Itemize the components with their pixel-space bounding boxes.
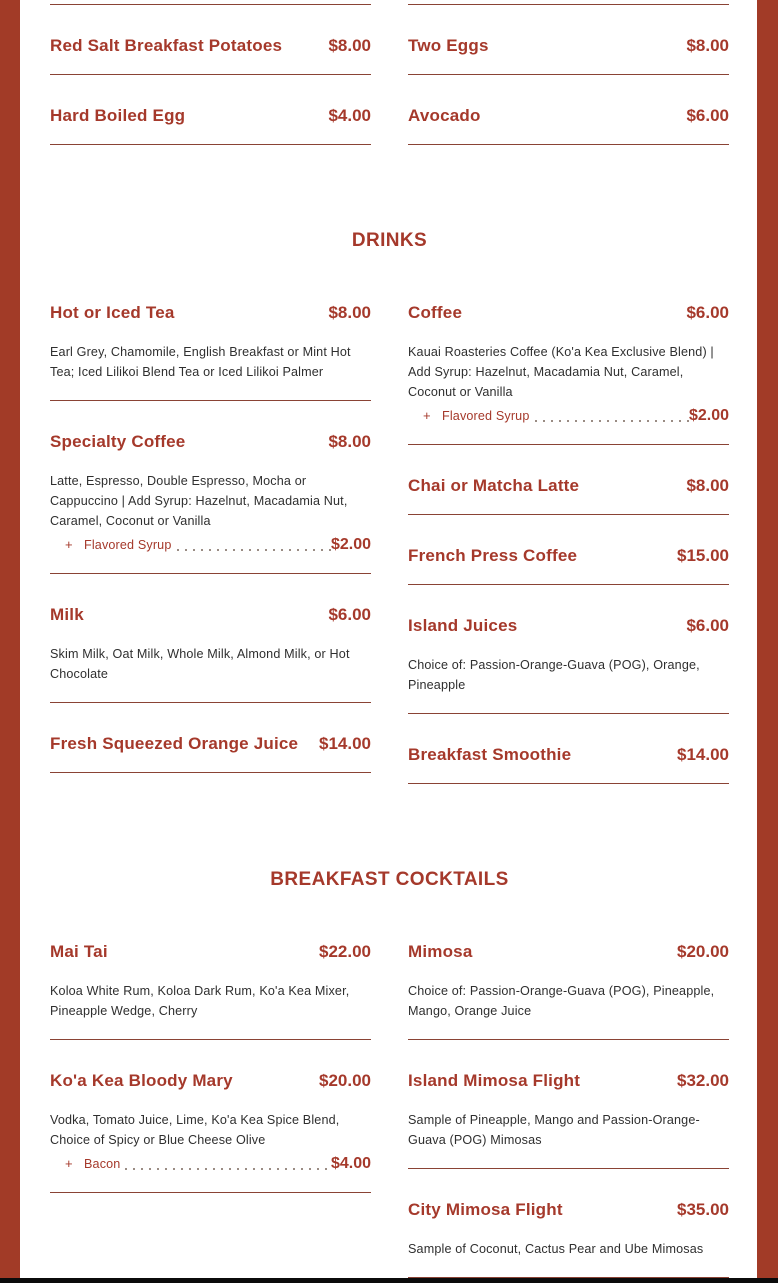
- menu-item: [408, 714, 729, 784]
- menu-item-name: City Mimosa Flight: [408, 1200, 563, 1219]
- menu-item: [50, 1040, 371, 1193]
- dotted-leader: [535, 420, 689, 422]
- menu-item-description: Choice of: Passion-Orange-Guava (POG), Pineapple, Mango, Orange Juice: [408, 984, 715, 1018]
- menu-item-price: $8.00: [686, 36, 729, 55]
- menu-item: [408, 75, 729, 145]
- addon-label: Flavored Syrup: [84, 538, 172, 552]
- dotted-leader: [177, 549, 331, 551]
- menu-item-name: Red Salt Breakfast Potatoes: [50, 36, 283, 55]
- section-title-breakfast-cocktails: BREAKFAST COCKTAILS: [270, 869, 509, 890]
- menu-item-description: Sample of Pineapple, Mango and Passion-Orange-Guava (POG) Mimosas: [408, 1113, 700, 1147]
- menu-item-price: $14.00: [677, 745, 729, 764]
- menu-item-price: $32.00: [677, 1071, 729, 1090]
- menu-item-name: Breakfast Smoothie: [408, 745, 572, 764]
- menu-item-header: [408, 36, 729, 56]
- menu-item-name: Hard Boiled Egg: [50, 106, 186, 125]
- menu-item-header: [408, 1071, 729, 1091]
- menu-item-price: $6.00: [686, 303, 729, 322]
- menu-item-name: Island Juices: [408, 616, 518, 635]
- menu-item-description: Sample of Coconut, Cactus Pear and Ube Mimosas: [408, 1242, 704, 1256]
- menu-column-right: [408, 911, 729, 1278]
- menu-item: [408, 272, 729, 445]
- menu-item-description: Earl Grey, Chamomile, English Breakfast or Mint Hot Tea; Iced Lilikoi Blend Tea or Iced Lilikoi Palmer: [50, 345, 351, 379]
- menu-item-header: [50, 432, 371, 452]
- menu-item-name: Chai or Matcha Latte: [408, 476, 580, 495]
- section-title-drinks: DRINKS: [351, 230, 428, 251]
- menu-content: [20, 0, 757, 1278]
- menu-item: [408, 5, 729, 75]
- dotted-leader: [125, 1168, 330, 1170]
- menu-item: [50, 272, 371, 401]
- menu-item: [50, 5, 371, 75]
- menu-item-name: Avocado: [408, 106, 481, 125]
- menu-column-left: [50, 911, 371, 1193]
- menu-item-price: $15.00: [677, 546, 729, 565]
- menu-item-description: Choice of: Passion-Orange-Guava (POG), Orange, Pineapple: [408, 658, 700, 692]
- menu-item-name: Mai Tai: [50, 942, 108, 961]
- menu-column-right: [408, 0, 729, 145]
- menu-item: [50, 574, 371, 703]
- menu-column-left: [50, 272, 371, 773]
- menu-item-description: Latte, Espresso, Double Espresso, Mocha or Cappuccino | Add Syrup: Hazelnut, Macadamia Nut, Caramel, Coconut or Vanilla: [50, 474, 348, 528]
- menu-item-header: [50, 1071, 371, 1091]
- menu-item-addon: [408, 406, 729, 426]
- menu-item-name: Island Mimosa Flight: [408, 1071, 581, 1090]
- menu-item-header: [408, 546, 729, 566]
- menu-item-name: Specialty Coffee: [50, 432, 186, 451]
- menu-item-header: [408, 476, 729, 496]
- menu-item-name: Two Eggs: [408, 36, 489, 55]
- menu-item: [408, 585, 729, 714]
- menu-item-header: [408, 303, 729, 323]
- page-side-border-left: [0, 0, 20, 1283]
- menu-item-price: $8.00: [328, 432, 371, 451]
- menu-item: [408, 911, 729, 1040]
- addon-label: Bacon: [84, 1157, 121, 1171]
- menu-column-left: [50, 0, 371, 145]
- menu-item: [408, 1169, 729, 1278]
- menu-item-price: $8.00: [328, 303, 371, 322]
- menu-item-name: Milk: [50, 605, 84, 624]
- addon-label: Flavored Syrup: [442, 409, 530, 423]
- menu-item: [408, 515, 729, 585]
- menu-item-header: [50, 303, 371, 323]
- menu-item-price: $22.00: [319, 942, 371, 961]
- menu-item: [408, 445, 729, 515]
- addon-price: $2.00: [688, 407, 729, 424]
- menu-item-price: $6.00: [328, 605, 371, 624]
- menu-column-right: [408, 272, 729, 784]
- addon-price: $4.00: [330, 1155, 371, 1172]
- menu-item-description: Koloa White Rum, Koloa Dark Rum, Ko'a Kea Mixer, Pineapple Wedge, Cherry: [50, 984, 350, 1018]
- plus-icon: +: [65, 1156, 73, 1171]
- menu-item-price: $20.00: [319, 1071, 371, 1090]
- menu-section-breakfast-sides: [50, 0, 729, 145]
- menu-item-addon: [50, 1154, 371, 1174]
- menu-item-price: $14.00: [319, 734, 371, 753]
- menu-item-header: [50, 942, 371, 962]
- menu-item-price: $8.00: [686, 476, 729, 495]
- menu-section-breakfast-cocktails: [50, 911, 729, 1278]
- menu-item-header: [408, 616, 729, 636]
- page-side-border-right: [757, 0, 778, 1283]
- menu-item-price: $4.00: [328, 106, 371, 125]
- menu-item: [50, 911, 371, 1040]
- menu-section-drinks: [50, 272, 729, 784]
- menu-item: [408, 1040, 729, 1169]
- menu-item-name: Ko'a Kea Bloody Mary: [50, 1071, 233, 1090]
- menu-item-description: Vodka, Tomato Juice, Lime, Ko'a Kea Spice Blend, Choice of Spicy or Blue Cheese Olive: [50, 1113, 340, 1147]
- menu-item-price: $8.00: [328, 36, 371, 55]
- menu-item-price: $20.00: [677, 942, 729, 961]
- menu-item-header: [50, 734, 371, 754]
- plus-icon: +: [65, 537, 73, 552]
- menu-item-price: $35.00: [677, 1200, 729, 1219]
- menu-item-name: French Press Coffee: [408, 546, 578, 565]
- menu-item-header: [408, 942, 729, 962]
- menu-item-name: Coffee: [408, 303, 463, 322]
- menu-item: [50, 703, 371, 773]
- menu-item-header: [408, 745, 729, 765]
- plus-icon: +: [423, 408, 431, 423]
- menu-item-name: Hot or Iced Tea: [50, 303, 175, 322]
- menu-item-description: Skim Milk, Oat Milk, Whole Milk, Almond Milk, or Hot Chocolate: [50, 647, 350, 681]
- menu-item: [50, 401, 371, 574]
- menu-item-price: $6.00: [686, 106, 729, 125]
- menu-item-header: [408, 106, 729, 126]
- menu-item-header: [50, 605, 371, 625]
- page-bottom-bar: [0, 1278, 778, 1283]
- menu-item-price: $6.00: [686, 616, 729, 635]
- menu-item-addon: [50, 535, 371, 555]
- addon-price: $2.00: [330, 536, 371, 553]
- menu-item-name: Mimosa: [408, 942, 473, 961]
- menu-item: [50, 75, 371, 145]
- menu-item-description: Kauai Roasteries Coffee (Ko'a Kea Exclusive Blend) | Add Syrup: Hazelnut, Macadamia Nut, Caramel, Coconut or Vanilla: [408, 345, 714, 399]
- menu-item-name: Fresh Squeezed Orange Juice: [50, 734, 299, 753]
- menu-item-header: [408, 1200, 729, 1220]
- menu-item-header: [50, 106, 371, 126]
- menu-item-header: [50, 36, 371, 56]
